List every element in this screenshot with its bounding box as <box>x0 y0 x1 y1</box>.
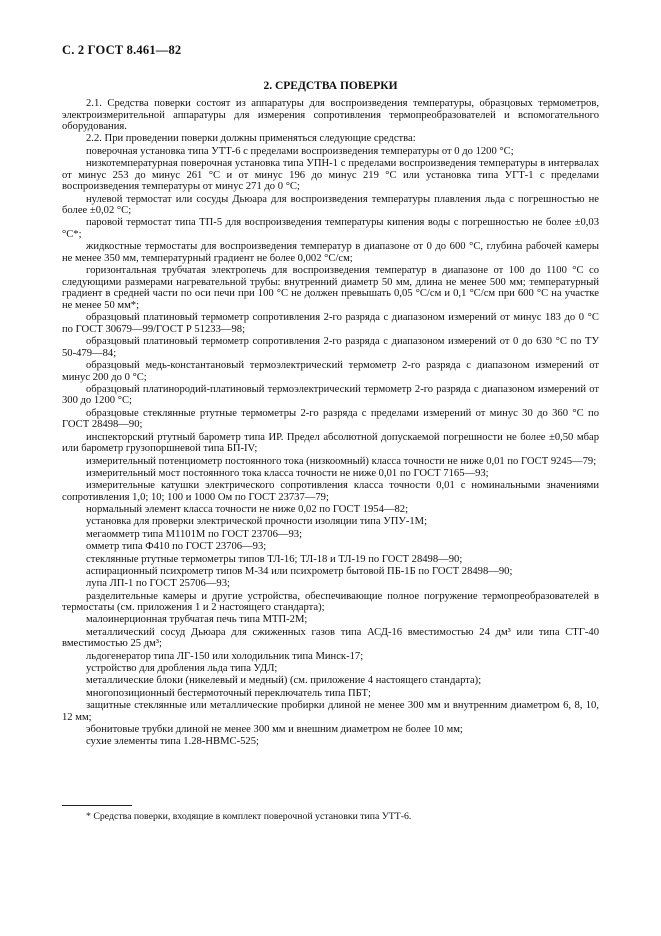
document-body <box>62 98 599 749</box>
list-item: измерительный потенциометр постоянного тока (низкоомный) класса точности не ниже 0,01 по ГОСТ 9245—79; <box>86 455 597 467</box>
list-item: льдогенератор типа ЛГ-150 или холодильник типа Минск-17; <box>86 650 364 662</box>
list-item: мегаомметр типа М1101М по ГОСТ 23706—93; <box>86 528 303 540</box>
list-item: низкотемпературная поверочная установка типа УПН-1 с пределами воспроизведения температуры в интервалах от минус 253 до минус 261 °С и от минус 196 до минус 219 °С или установка типа УГТ-1 с пределами воспроизведения температуры от минус 271 до 0 °С; <box>62 158 599 193</box>
list-item: аспирационный психрометр типов М-34 или психрометр бытовой ПБ-1Б по ГОСТ 28498—90; <box>86 565 513 577</box>
list-item: омметр типа Ф410 по ГОСТ 23706—93; <box>86 541 267 553</box>
list-item: горизонтальная трубчатая электропечь для воспроизведения температур в диапазоне от 100 до 1100 °С со следующими размерами нагревательной трубы: внутренний диаметр 50 мм, длина не менее 500 мм; температурный градиент в средней части по оси печи при 100 °С не должен превышать 0,05 °С/см и 0,1 °С/см при 600 °С на участке не менее 50 мм*; <box>62 265 599 311</box>
section-title: 2. СРЕДСТВА ПОВЕРКИ <box>263 80 398 92</box>
list-item: сухие элементы типа 1.28-НВМС-525; <box>86 736 259 748</box>
paragraph-2-1: 2.1. Средства поверки состоят из аппаратуры для воспроизведения температуры, образцовых термометров, электроизмерительной аппаратуры для измерения сопротивления термопреобразователей и вспомогательного оборудования. <box>62 98 599 133</box>
list-item: образцовый медь-константановый термоэлектрический термометр 2-го разряда с диапазоном измерений от минус 200 до 0 °С; <box>62 360 599 383</box>
list-item: металлические блоки (никелевый и медный) (см. приложение 4 настоящего стандарта); <box>86 675 482 687</box>
list-item: паровой термостат типа ТП-5 для воспроизведения температуры кипения воды с погрешностью не более ±0,03 °С*; <box>62 217 599 240</box>
list-item: образцовый платинородий-платиновый термоэлектрический термометр 2-го разряда с диапазоном измерений от 300 до 1200 °С; <box>62 383 599 407</box>
list-item: жидкостные термостаты для воспроизведения температур в диапазоне от 0 до 600 °С, глубина рабочей камеры не менее 350 мм, температурный градиент не более 0,002 °С/см; <box>62 241 599 264</box>
list-item: стеклянные ртутные термометры типов ТЛ-16; ТЛ-18 и ТЛ-19 по ГОСТ 28498—90; <box>86 553 463 565</box>
page-header: С. 2 ГОСТ 8.461—82 <box>62 43 182 57</box>
list-item: эбонитовые трубки длиной не менее 300 мм и внешним диаметром не более 10 мм; <box>86 723 463 735</box>
footnote-divider <box>62 805 132 806</box>
list-item: образцовые стеклянные ртутные термометры 2-го разряда с пределами измерений от минус 30 до 360 °С по ГОСТ 28498—90; <box>62 407 599 431</box>
list-item: поверочная установка типа УТТ-6 с пределами воспроизведения температуры от 0 до 1200 °С; <box>86 145 514 157</box>
list-item: разделительные камеры и другие устройства, обеспечивающие полное погружение термопреобразователей в термостаты (см. приложения 1 и 2 настоящего стандарта); <box>62 590 599 614</box>
paragraph-2-2: 2.2. При проведении поверки должны применяться следующие средства: <box>86 133 416 145</box>
list-item: инспекторский ртутный барометр типа ИР. Предел абсолютной допускаемой погрешности не более ±0,50 мбар или барометр грузопоршневой типа БП-IV; <box>62 431 599 455</box>
list-item: устройство для дробления льда типа УДЛ; <box>86 663 278 675</box>
list-item: измерительные катушки электрического сопротивления класса точности 0,01 с номинальными значениями сопротивления 1,0; 10; 100 и 1000 Ом по ГОСТ 23737—79; <box>62 480 599 503</box>
list-item: измерительный мост постоянного тока класса точности не ниже 0,01 по ГОСТ 7165—93; <box>86 467 489 479</box>
list-item: нормальный элемент класса точности не ниже 0,02 по ГОСТ 1954—82; <box>86 504 409 516</box>
list-item: малоинерционная трубчатая печь типа МТП-2М; <box>86 614 308 626</box>
list-item: образцовый платиновый термометр сопротивления 2-го разряда с диапазоном измерений от 0 до 630 °С по ТУ 50-479—84; <box>62 336 599 359</box>
list-item: образцовый платиновый термометр сопротивления 2-го разряда с диапазоном измерений от минус 183 до 0 °С по ГОСТ 30679—99/ГОСТ Р 51233—98; <box>62 312 599 335</box>
list-item: защитные стеклянные или металлические пробирки длиной не менее 300 мм и внутренним диаметром 6, 8, 10, 12 мм; <box>62 700 599 723</box>
list-item: металлический сосуд Дьюара для сжиженных газов типа АСД-16 вместимостью 24 дм³ или типа СТГ-40 вместимостью 25 дм³; <box>62 626 599 650</box>
list-item: лупа ЛП-1 по ГОСТ 25706—93; <box>86 578 230 590</box>
footnote: * Средства поверки, входящие в комплект поверочной установки типа УТТ-6. <box>86 811 412 822</box>
list-item: многопозиционный бестермоточный переключатель типа ПБТ; <box>86 687 371 699</box>
list-item: нулевой термостат или сосуды Дьюара для воспроизведения температуры плавления льда с погрешностью не более ±0,02 °С; <box>62 193 599 217</box>
list-item: установка для проверки электрической прочности изоляции типа УПУ-1М; <box>86 516 428 528</box>
